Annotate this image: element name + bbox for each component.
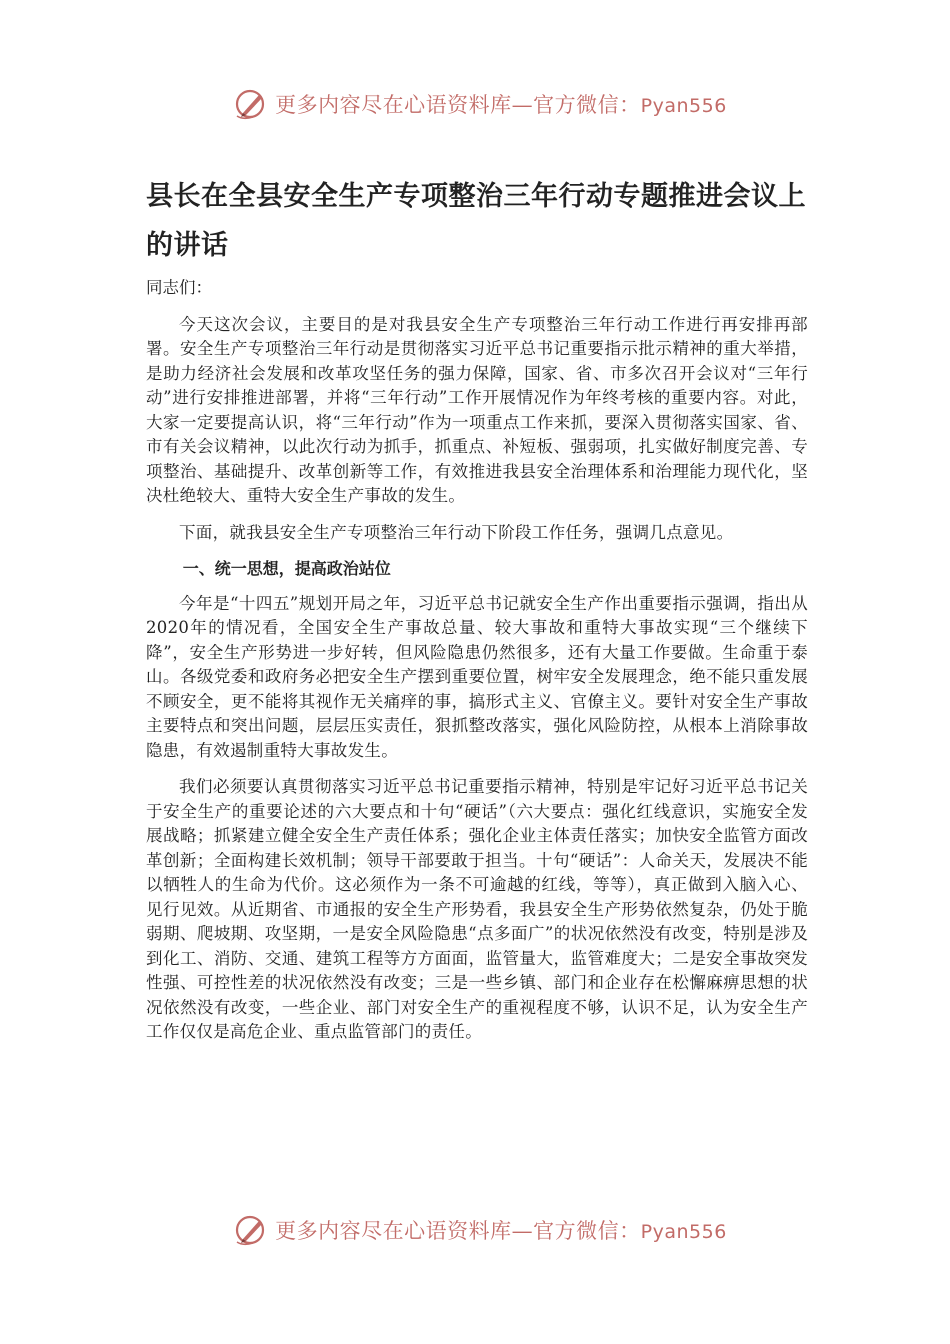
watermark-content	[233, 1212, 727, 1248]
document-title: 县长在全县安全生产专项整治三年行动专题推进会议上的讲话	[146, 181, 806, 261]
document-body	[146, 172, 808, 1057]
intro-paragraph-1: 今天这次会议，主要目的是对我县安全生产专项整治三年行动工作进行再安排再部署。安全生产专项整治三年行动是贯彻落实习近平总书记重要指示批示精神的重大举措，是助力经济社会发展和改革攻坚任务的强力保障，国家、省、市多次召开会议对“三年行动”进行安排推进部署，并将“三年行动”工作开展情况作为年终考核的重要内容。对此，大家一定要提高认识，将“三年行动”作为一项重点工作来抓，要深入贯彻落实国家、省、市有关会议精神，以此次行动为抓手，抓重点、补短板、强弱项，扎实做好制度完善、专项整治、基础提升、改革创新等工作，有效推进我县安全治理体系和治理能力现代化，坚决杜绝较大、重特大安全生产事故的发生。	[146, 314, 808, 505]
pen-logo-icon	[233, 1212, 269, 1248]
watermark-text-cn: 更多内容尽在心语资料库—官方微信：	[275, 93, 641, 117]
watermark-text-cn: 更多内容尽在心语资料库—官方微信：	[275, 1219, 641, 1243]
watermark-banner-top	[0, 84, 950, 124]
watermark-wechat-id: Pyan556	[640, 95, 727, 117]
watermark-text	[275, 1215, 727, 1245]
pen-logo-icon	[233, 86, 269, 122]
section1-paragraph-2: 我们必须要认真贯彻落实习近平总书记重要指示精神，特别是牢记好习近平总书记关于安全生产的重要论述的六大要点和十句“硬话”（六大要点：强化红线意识，实施安全发展战略；抓紧建立健全安全生产责任体系；强化企业主体责任落实；加快安全监管方面改革创新；全面构建长效机制；领导干部要敢于担当。十句“硬话”：人命关天，发展决不能以牺牲人的生命为代价。这必须作为一条不可逾越的红线，等等），真正做到入脑入心、见行见效。从近期省、市通报的安全生产形势看，我县安全生产形势依然复杂，仍处于脆弱期、爬坡期、攻坚期，一是安全风险隐患“点多面广”的状况依然没有改变，特别是涉及到化工、消防、交通、建筑工程等方方面面，监管量大，监管难度大；二是安全事故突发性强、可控性差的状况依然没有改变；三是一些乡镇、部门和企业存在松懈麻痹思想的状况依然没有改变，一些企业、部门对安全生产的重视程度不够，认识不足，认为安全生产工作仅仅是高危企业、重点监管部门的责任。	[146, 777, 808, 1041]
section1-paragraph-1: 今年是“十四五”规划开局之年，习近平总书记就安全生产作出重要指示强调，指出从2020年的情况看，全国安全生产事故总量、较大事故和重特大事故实现“三个继续下降”，安全生产形势进一步好转，但风险隐患仍然很多，还有大量工作要做。生命重于泰山。各级党委和政府务必把安全生产摆到重要位置，树牢安全发展理念，绝不能只重发展不顾安全，更不能将其视作无关痛痒的事，搞形式主义、官僚主义。要针对安全生产事故主要特点和突出问题，层层压实责任，狠抓整改落实，强化风险防控，从根本上消除事故隐患，有效遏制重特大事故发生。	[146, 593, 808, 760]
watermark-wechat-id: Pyan556	[640, 1221, 727, 1243]
watermark-banner-bottom	[0, 1210, 950, 1250]
section-heading-1: 一、统一思想，提高政治站位	[182, 559, 391, 578]
watermark-content	[233, 86, 727, 122]
salutation: 同志们：	[146, 278, 212, 297]
watermark-text	[275, 89, 727, 119]
intro-paragraph-2: 下面，就我县安全生产专项整治三年行动下阶段工作任务，强调几点意见。	[179, 522, 734, 542]
